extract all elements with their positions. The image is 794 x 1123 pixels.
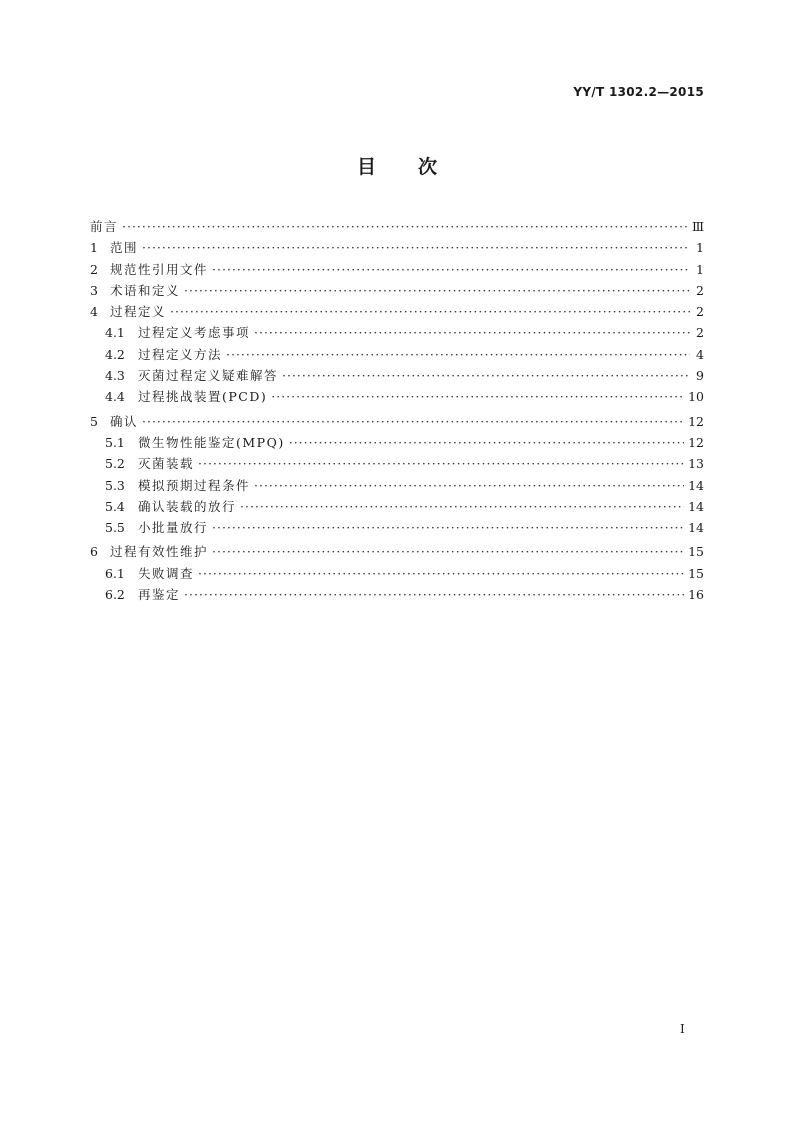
title-char-2: 次 [418,156,438,178]
toc-entry[interactable] [90,496,704,517]
toc-entry-label: 前言 [90,219,119,234]
toc-entry-label: 过程挑战装置(PCD) [138,389,268,405]
toc-entry[interactable] [90,475,704,496]
standard-code: YY/T 1302.2—2015 [573,85,704,99]
toc-entry[interactable] [90,453,704,474]
toc-dot-leader [198,453,684,474]
toc-entry-page: Ⅲ [691,219,704,234]
toc-entry-label: 过程定义 [110,304,167,320]
toc-entry[interactable] [90,584,704,605]
toc-dot-leader [184,584,684,605]
toc-entry-label: 过程有效性维护 [110,544,209,560]
toc-entry-number: 4 [90,304,98,320]
toc-dot-leader [184,280,690,301]
toc-entry-label: 规范性引用文件 [110,261,209,277]
toc-entry-page: 1 [696,240,704,256]
toc-entry[interactable] [90,365,704,386]
toc-entry-page: 14 [688,498,704,514]
toc-dot-leader [212,517,684,538]
toc-entry-label: 术语和定义 [110,282,181,298]
toc-entry-page: 15 [688,544,704,560]
toc-entry-page: 12 [688,434,704,450]
toc-dot-leader [122,216,688,237]
toc-entry-number: 5 [90,413,98,429]
toc-entry-number: 2 [90,261,98,277]
toc-entry-page: 16 [688,587,704,603]
toc-entry-number: 4.4 [105,389,125,405]
toc-entry-number: 5.4 [105,498,125,514]
toc-entry-number: 1 [90,240,98,256]
toc-entry-label: 失败调查 [138,565,195,581]
toc-entry-number: 5.2 [105,456,125,472]
toc-entry[interactable] [90,280,704,301]
toc-entry[interactable] [90,411,704,432]
toc-dot-leader [282,365,690,386]
toc-entry-label: 微生物性能鉴定(MPQ) [138,434,285,450]
toc-entry-page: 10 [688,389,704,405]
toc-entry-number: 4.3 [105,368,125,384]
toc-dot-leader [212,259,690,280]
toc-entry-number: 6.1 [105,565,125,581]
toc-entry[interactable] [90,237,704,258]
toc-dot-leader [254,322,690,343]
toc-dot-leader [198,563,684,584]
toc-entry-page: 2 [696,304,704,320]
toc-entry-number: 5.5 [105,520,125,536]
toc-entry[interactable] [90,216,704,237]
toc-entry[interactable] [90,322,704,343]
toc-dot-leader [212,541,684,562]
toc-entry-page: 14 [688,520,704,536]
toc-entry-page: 15 [688,565,704,581]
toc-dot-leader [271,386,684,407]
toc-entry-number: 6.2 [105,587,125,603]
toc-entry[interactable] [90,563,704,584]
toc-entry-page: 4 [696,346,704,362]
table-of-contents [90,216,704,605]
page-number: I [680,1022,685,1036]
page-title [0,152,794,179]
toc-dot-leader [289,432,684,453]
toc-entry-label: 确认装载的放行 [138,498,237,514]
toc-entry-page: 2 [696,282,704,298]
toc-entry-label: 灭菌装载 [138,456,195,472]
toc-entry[interactable] [90,301,704,322]
toc-entry-number: 4.1 [105,325,125,341]
toc-entry-page: 12 [688,413,704,429]
toc-entry-label: 确认 [110,413,139,429]
toc-entry-number: 6 [90,544,98,560]
toc-entry-number: 4.2 [105,346,125,362]
toc-entry-label: 小批量放行 [138,520,209,536]
toc-entry[interactable] [90,259,704,280]
toc-dot-leader [170,301,690,322]
toc-entry[interactable] [90,432,704,453]
toc-entry-label: 模拟预期过程条件 [138,477,251,493]
toc-dot-leader [254,475,684,496]
toc-dot-leader [142,411,684,432]
toc-dot-leader [226,344,690,365]
toc-entry-page: 1 [696,261,704,277]
toc-entry-number: 5.1 [105,434,125,450]
toc-dot-leader [142,237,690,258]
toc-entry-number: 5.3 [105,477,125,493]
toc-entry-page: 9 [696,368,704,384]
toc-dot-leader [240,496,684,517]
toc-entry-label: 过程定义方法 [138,346,223,362]
toc-entry-label: 再鉴定 [138,587,181,603]
toc-entry-label: 范围 [110,240,139,256]
title-char-1: 目 [356,156,376,178]
toc-entry[interactable] [90,541,704,562]
toc-entry[interactable] [90,344,704,365]
toc-entry[interactable] [90,386,704,407]
toc-entry-label: 灭菌过程定义疑难解答 [138,368,279,384]
toc-entry-label: 过程定义考虑事项 [138,325,251,341]
toc-entry[interactable] [90,517,704,538]
toc-entry-page: 13 [688,456,704,472]
toc-entry-page: 2 [696,325,704,341]
toc-entry-page: 14 [688,477,704,493]
toc-entry-number: 3 [90,282,98,298]
